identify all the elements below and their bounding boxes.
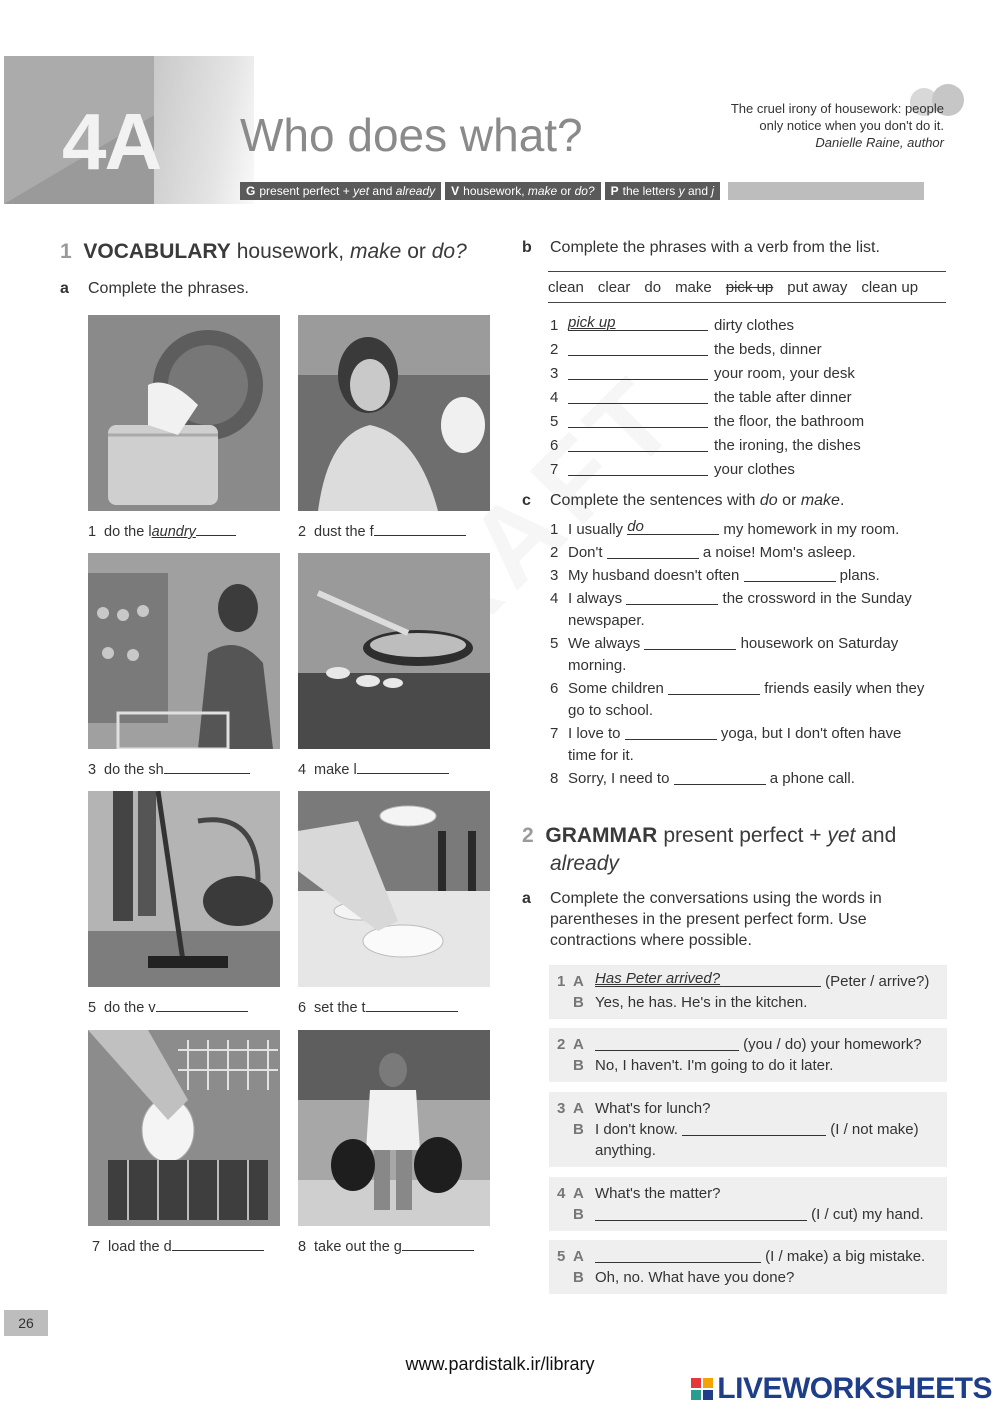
item-number: 3 <box>550 365 559 382</box>
item-number: 3 <box>557 1100 566 1117</box>
phrase-list <box>550 315 864 483</box>
instruction-italic: do <box>759 492 778 509</box>
answer-blank[interactable] <box>568 438 708 452</box>
caption-text: load the d <box>108 1239 172 1255</box>
item-number: 4 <box>550 389 559 406</box>
quote-author: Danielle Raine, author <box>815 135 944 150</box>
word-list-box <box>548 271 946 303</box>
phrase-text: the beds, dinner <box>714 341 822 358</box>
dialog-text: What's for lunch? <box>595 1100 711 1117</box>
part-b-instruction <box>522 239 880 257</box>
sentence-text: Sorry, I need to <box>568 770 670 787</box>
item-number: 1 <box>557 973 566 990</box>
photo-caption <box>298 1237 474 1255</box>
tag-bar-filler <box>728 182 924 200</box>
answer-blank[interactable] <box>668 681 760 695</box>
photo-caption <box>88 998 248 1016</box>
answer-blank[interactable] <box>196 522 236 536</box>
speaker-label: B <box>573 1121 584 1138</box>
photo-caption <box>298 522 466 540</box>
item-number: 1 <box>550 317 559 334</box>
sentence-text: yoga, but I don't often have <box>720 725 902 742</box>
dialog-text: I don't know. <box>595 1121 678 1138</box>
item-number: 7 <box>92 1239 101 1255</box>
word-option: clean <box>548 278 584 296</box>
item-number: 6 <box>298 1000 307 1016</box>
word-option: make <box>675 278 712 296</box>
item-number: 3 <box>88 762 97 778</box>
sentence-text: friends easily when they <box>764 680 925 697</box>
phrase-item <box>550 435 864 459</box>
photo-caption <box>298 760 449 778</box>
section-title-italic: already <box>550 852 619 875</box>
speaker-label: B <box>573 1057 584 1074</box>
phrase-item <box>550 339 864 363</box>
sentence-text: I love to <box>568 725 621 742</box>
part-letter: a <box>522 890 531 907</box>
dialog-box <box>549 1028 947 1082</box>
sentence-text: I always <box>568 590 623 607</box>
section-title: present perfect + <box>663 824 822 847</box>
section-keyword: VOCABULARY <box>83 240 231 263</box>
phrase-text: the table after dinner <box>714 389 852 406</box>
speaker-label: A <box>573 1185 584 1202</box>
sentence-text: plans. <box>839 567 880 584</box>
item-number: 4 <box>298 762 307 778</box>
dialog-box <box>549 1177 947 1231</box>
section-title: and <box>861 824 897 847</box>
sentence-item <box>550 723 950 767</box>
answer-blank[interactable] <box>374 522 466 536</box>
sentence-item <box>550 768 950 790</box>
item-number: 7 <box>550 461 559 478</box>
item-number: 4 <box>557 1185 566 1202</box>
section-title: or <box>407 240 426 263</box>
caption-text: do the sh <box>104 762 164 778</box>
sentence-item <box>550 588 950 632</box>
instruction-text: Complete the phrases with a verb from the list. <box>550 239 880 256</box>
speaker-label: A <box>573 1036 584 1053</box>
item-number: 4 <box>550 590 559 607</box>
item-number: 5 <box>88 1000 97 1016</box>
sentence-text: a phone call. <box>769 770 855 787</box>
answer-blank[interactable] <box>595 1249 761 1263</box>
phrase-item <box>550 411 864 435</box>
answer-blank[interactable] <box>568 390 708 404</box>
sentence-text: my homework in my room. <box>723 521 900 538</box>
site-url[interactable]: www.pardistalk.ir/library <box>405 1354 595 1374</box>
speaker-label: A <box>573 1100 584 1117</box>
photo-caption <box>88 522 236 540</box>
phrase-text: your clothes <box>714 461 795 478</box>
instruction-text: or <box>777 492 801 509</box>
speaker-label: B <box>573 1269 584 1286</box>
grammar-heading <box>522 822 942 878</box>
item-number: 1 <box>550 521 559 538</box>
instruction-italic: make <box>800 492 840 509</box>
dialog-text: What's the matter? <box>595 1185 721 1202</box>
grammar-tag: G present perfect + yet and already <box>240 182 441 200</box>
photo-caption <box>92 1237 264 1255</box>
dialog-text: (I / not make) <box>830 1121 919 1138</box>
answer-blank[interactable] <box>682 1122 826 1136</box>
speaker-label: A <box>573 1248 584 1265</box>
part-a-instruction <box>60 280 249 298</box>
item-number: 2 <box>298 524 307 540</box>
answer-blank[interactable] <box>568 314 708 331</box>
instruction-text: parentheses in the present perfect form. Use <box>550 911 867 928</box>
item-number: 3 <box>550 567 559 584</box>
quote <box>731 100 944 151</box>
quote-line: The cruel irony of housework: people <box>730 101 944 116</box>
caption-text: make l <box>314 762 357 778</box>
speaker-label: A <box>573 973 584 990</box>
section-title: housework, <box>236 240 345 263</box>
item-number: 6 <box>550 437 559 454</box>
topic-tags <box>240 182 924 200</box>
item-number: 5 <box>550 635 559 652</box>
sentence-text: newspaper. <box>568 612 645 629</box>
item-number: 5 <box>557 1248 566 1265</box>
dialog-text: Yes, he has. He's in the kitchen. <box>595 994 808 1011</box>
answer-blank[interactable] <box>402 1237 474 1251</box>
item-number: 6 <box>550 680 559 697</box>
sentence-text: My husband doesn't often <box>568 567 740 584</box>
sentence-text: housework on Saturday <box>740 635 899 652</box>
photo-dishwasher <box>88 1030 280 1226</box>
caption-text: set the t <box>314 1000 366 1016</box>
dialog-box <box>549 1092 947 1167</box>
photo-caption <box>298 998 458 1016</box>
section-title-italic: make <box>349 240 402 263</box>
sentence-text: I usually <box>568 521 624 538</box>
photo-shopping <box>88 553 280 749</box>
sentence-text: go to school. <box>568 702 654 719</box>
instruction-text: Complete the phrases. <box>88 280 249 297</box>
unit-title: Who does what? <box>240 109 583 161</box>
answer-blank[interactable] <box>568 366 708 380</box>
item-number: 5 <box>550 413 559 430</box>
sentence-text: the crossword in the Sunday <box>722 590 912 607</box>
speaker-label: B <box>573 1206 584 1223</box>
answer-blank[interactable] <box>172 1237 264 1251</box>
phrase-item <box>550 459 864 483</box>
item-number: 8 <box>550 770 559 787</box>
word-option-used: pick up <box>725 278 774 296</box>
word-option: put away <box>787 278 848 296</box>
part-letter: b <box>522 239 532 256</box>
sentence-text: time for it. <box>568 747 634 764</box>
liveworksheets-logo[interactable] <box>691 1372 992 1406</box>
dialog-text: No, I haven't. I'm going to do it later. <box>595 1057 834 1074</box>
dialog-text: (Peter / arrive?) <box>825 973 930 990</box>
item-number: 2 <box>557 1036 566 1053</box>
answer-blank[interactable] <box>627 518 719 535</box>
answer-blank[interactable] <box>607 545 699 559</box>
quote-line: only notice when you don't do it. <box>759 118 944 133</box>
answer-blank[interactable] <box>674 771 766 785</box>
sentence-item <box>550 565 950 587</box>
answer-blank[interactable] <box>595 1207 807 1221</box>
phrase-item <box>550 315 864 339</box>
brand-name: LIVEWORKSHEETS <box>717 1372 992 1405</box>
unit-code: 4A <box>62 97 161 186</box>
caption-text: do the v <box>104 1000 156 1016</box>
instruction-text: contractions where possible. <box>550 932 752 949</box>
item-number: 1 <box>88 524 97 540</box>
dialog-box <box>549 965 947 1019</box>
answer-blank[interactable] <box>366 998 458 1012</box>
answer-blank[interactable] <box>164 760 250 774</box>
phrase-text: the ironing, the dishes <box>714 437 861 454</box>
sentence-text: morning. <box>568 657 627 674</box>
caption-text: do the l <box>104 524 152 540</box>
answer-text: aundry <box>151 524 196 540</box>
answer-blank[interactable] <box>625 726 717 740</box>
speaker-label: B <box>573 994 584 1011</box>
sentence-text: a noise! Mom's asleep. <box>702 544 856 561</box>
unit-banner <box>4 56 994 204</box>
vocabulary-tag: V housework, make or do? <box>445 182 600 200</box>
answer-blank[interactable] <box>595 970 821 987</box>
sentence-list <box>550 519 950 791</box>
sentence-item <box>550 542 950 564</box>
photo-vacuuming <box>88 791 280 987</box>
item-number: 2 <box>550 341 559 358</box>
phrase-text: your room, your desk <box>714 365 855 382</box>
answer-blank[interactable] <box>568 342 708 356</box>
photo-laundry <box>88 315 280 511</box>
dialog-text: (I / make) a big mistake. <box>765 1248 926 1265</box>
photo-dusting <box>298 315 490 511</box>
answer-text: Has Peter arrived? <box>595 970 721 987</box>
word-option: clean up <box>861 278 919 296</box>
sentence-text: We always <box>568 635 641 652</box>
dialog-text: (you / do) your homework? <box>743 1036 922 1053</box>
caption-text: take out the g <box>314 1239 402 1255</box>
answer-blank[interactable] <box>568 462 708 476</box>
instruction-text: Complete the sentences with <box>550 492 760 509</box>
grammar-instruction <box>522 888 882 951</box>
answer-blank[interactable] <box>744 568 836 582</box>
item-number: 7 <box>550 725 559 742</box>
sentence-text: Don't <box>568 544 603 561</box>
part-c-instruction <box>522 492 844 510</box>
phrase-item <box>550 363 864 387</box>
section-keyword: GRAMMAR <box>545 824 658 847</box>
answer-text: do <box>627 518 644 535</box>
instruction-text: . <box>839 492 845 509</box>
vocabulary-heading <box>60 240 467 264</box>
phrase-text: the floor, the bathroom <box>714 413 865 430</box>
word-option: do <box>644 278 662 296</box>
photo-cooking <box>298 553 490 749</box>
answer-blank[interactable] <box>644 636 736 650</box>
page-number: 26 <box>4 1310 48 1336</box>
sentence-item <box>550 519 950 541</box>
answer-blank[interactable] <box>357 760 449 774</box>
section-number: 2 <box>522 824 534 847</box>
pronunciation-tag: P the letters y and j <box>605 182 720 200</box>
photo-garbage <box>298 1030 490 1226</box>
item-number: 8 <box>298 1239 307 1255</box>
dialog-text: Oh, no. What have you done? <box>595 1269 795 1286</box>
section-title-italic: yet <box>827 824 856 847</box>
sentence-text: Some children <box>568 680 664 697</box>
phrase-text: dirty clothes <box>714 317 795 334</box>
answer-blank[interactable] <box>156 998 248 1012</box>
answer-blank[interactable] <box>595 1037 739 1051</box>
section-number: 1 <box>60 240 72 263</box>
caption-text: dust the f <box>314 524 374 540</box>
answer-blank[interactable] <box>568 414 708 428</box>
sentence-item <box>550 678 950 722</box>
brand-grid-icon <box>691 1378 713 1400</box>
section-title-italic: do? <box>431 240 467 263</box>
part-letter: c <box>522 492 531 509</box>
photo-caption <box>88 760 250 778</box>
item-number: 2 <box>550 544 559 561</box>
phrase-item <box>550 387 864 411</box>
dialog-box <box>549 1240 947 1294</box>
dialog-text: anything. <box>595 1142 656 1159</box>
dialog-text: (I / cut) my hand. <box>811 1206 924 1223</box>
instruction-text: Complete the conversations using the words in <box>550 890 882 907</box>
part-letter: a <box>60 280 69 297</box>
sentence-item <box>550 633 950 677</box>
answer-text: pick up <box>568 314 616 331</box>
answer-blank[interactable] <box>626 591 718 605</box>
photo-setting-table <box>298 791 490 987</box>
word-option: clear <box>597 278 631 296</box>
